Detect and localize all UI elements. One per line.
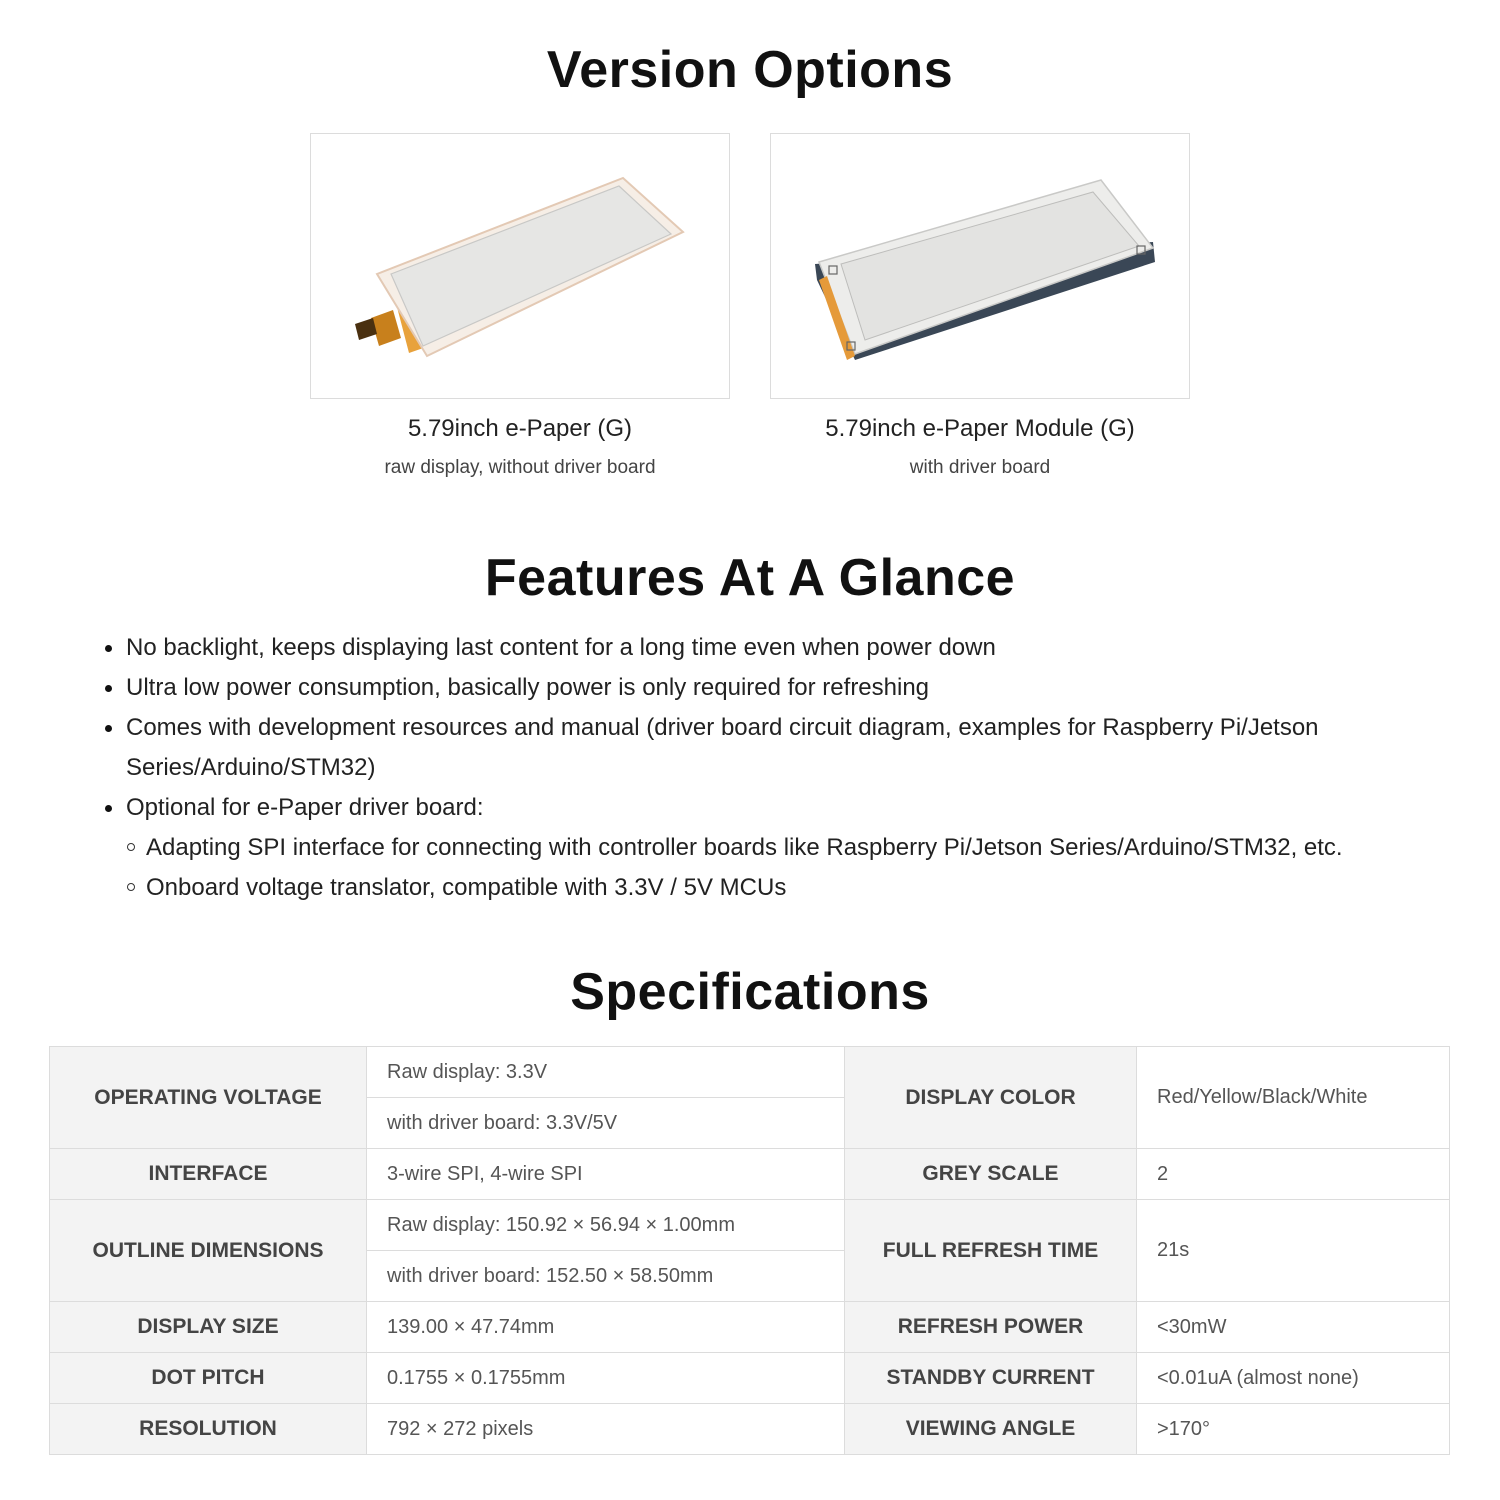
table-row <box>50 1353 1450 1404</box>
product-image-module <box>770 133 1190 399</box>
spec-label: DISPLAY COLOR <box>845 1047 1137 1149</box>
epaper-raw-illustration <box>311 134 729 398</box>
spec-value: 2 <box>1137 1149 1450 1200</box>
feature-subitem: Onboard voltage translator, compatible with 3.3V / 5V MCUs <box>126 868 1440 908</box>
feature-subitem: Adapting SPI interface for connecting with controller boards like Raspberry Pi/Jetson Series/Arduino/STM32, etc. <box>126 828 1440 868</box>
epaper-module-illustration <box>771 134 1189 398</box>
features-list <box>100 628 1440 908</box>
spec-value: <30mW <box>1137 1302 1450 1353</box>
spec-label: STANDBY CURRENT <box>845 1353 1137 1404</box>
product-image-raw-display <box>310 133 730 399</box>
feature-item: Ultra low power consumption, basically power is only required for refreshing <box>100 668 1440 708</box>
version-description: raw display, without driver board <box>384 457 656 478</box>
feature-sublist <box>126 828 1440 908</box>
spec-label: OUTLINE DIMENSIONS <box>50 1200 367 1302</box>
version-options-title: Version Options <box>546 41 954 99</box>
feature-item: Comes with development resources and manual (driver board circuit diagram, examples for Raspberry Pi/Jetson Series/Arduino/STM32) <box>100 708 1440 788</box>
spec-label: DISPLAY SIZE <box>50 1302 367 1353</box>
version-description: with driver board <box>909 457 1051 478</box>
spec-value: 3-wire SPI, 4-wire SPI <box>367 1149 845 1200</box>
version-card-raw[interactable] <box>310 133 730 479</box>
spec-value: with driver board: 3.3V/5V <box>367 1098 845 1149</box>
table-row <box>50 1200 1450 1251</box>
spec-label: DOT PITCH <box>50 1353 367 1404</box>
spec-value: Red/Yellow/Black/White <box>1137 1047 1450 1149</box>
table-row <box>50 1047 1450 1098</box>
features-title: Features At A Glance <box>484 549 1016 607</box>
spec-value: <0.01uA (almost none) <box>1137 1353 1450 1404</box>
feature-item: No backlight, keeps displaying last content for a long time even when power down <box>100 628 1440 668</box>
spec-value: with driver board: 152.50 × 58.50mm <box>367 1251 845 1302</box>
spec-value: Raw display: 150.92 × 56.94 × 1.00mm <box>367 1200 845 1251</box>
spec-label: RESOLUTION <box>50 1404 367 1455</box>
version-name: 5.79inch e-Paper (G) <box>407 415 633 442</box>
spec-label: GREY SCALE <box>845 1149 1137 1200</box>
version-card-module[interactable] <box>770 133 1190 479</box>
version-name: 5.79inch e-Paper Module (G) <box>825 415 1135 442</box>
spec-value: >170° <box>1137 1404 1450 1455</box>
feature-item-label: Optional for e-Paper driver board: <box>126 794 484 821</box>
feature-item-with-subitems <box>100 788 1440 908</box>
specifications-title: Specifications <box>570 963 930 1021</box>
table-row <box>50 1302 1450 1353</box>
spec-value: 139.00 × 47.74mm <box>367 1302 845 1353</box>
spec-value: 792 × 272 pixels <box>367 1404 845 1455</box>
table-row <box>50 1149 1450 1200</box>
spec-label: VIEWING ANGLE <box>845 1404 1137 1455</box>
spec-value: 21s <box>1137 1200 1450 1302</box>
table-row <box>50 1404 1450 1455</box>
spec-value: 0.1755 × 0.1755mm <box>367 1353 845 1404</box>
spec-label: REFRESH POWER <box>845 1302 1137 1353</box>
spec-value: Raw display: 3.3V <box>367 1047 845 1098</box>
spec-label: OPERATING VOLTAGE <box>50 1047 367 1149</box>
spec-label: INTERFACE <box>50 1149 367 1200</box>
specifications-table <box>49 1046 1450 1455</box>
spec-label: FULL REFRESH TIME <box>845 1200 1137 1302</box>
